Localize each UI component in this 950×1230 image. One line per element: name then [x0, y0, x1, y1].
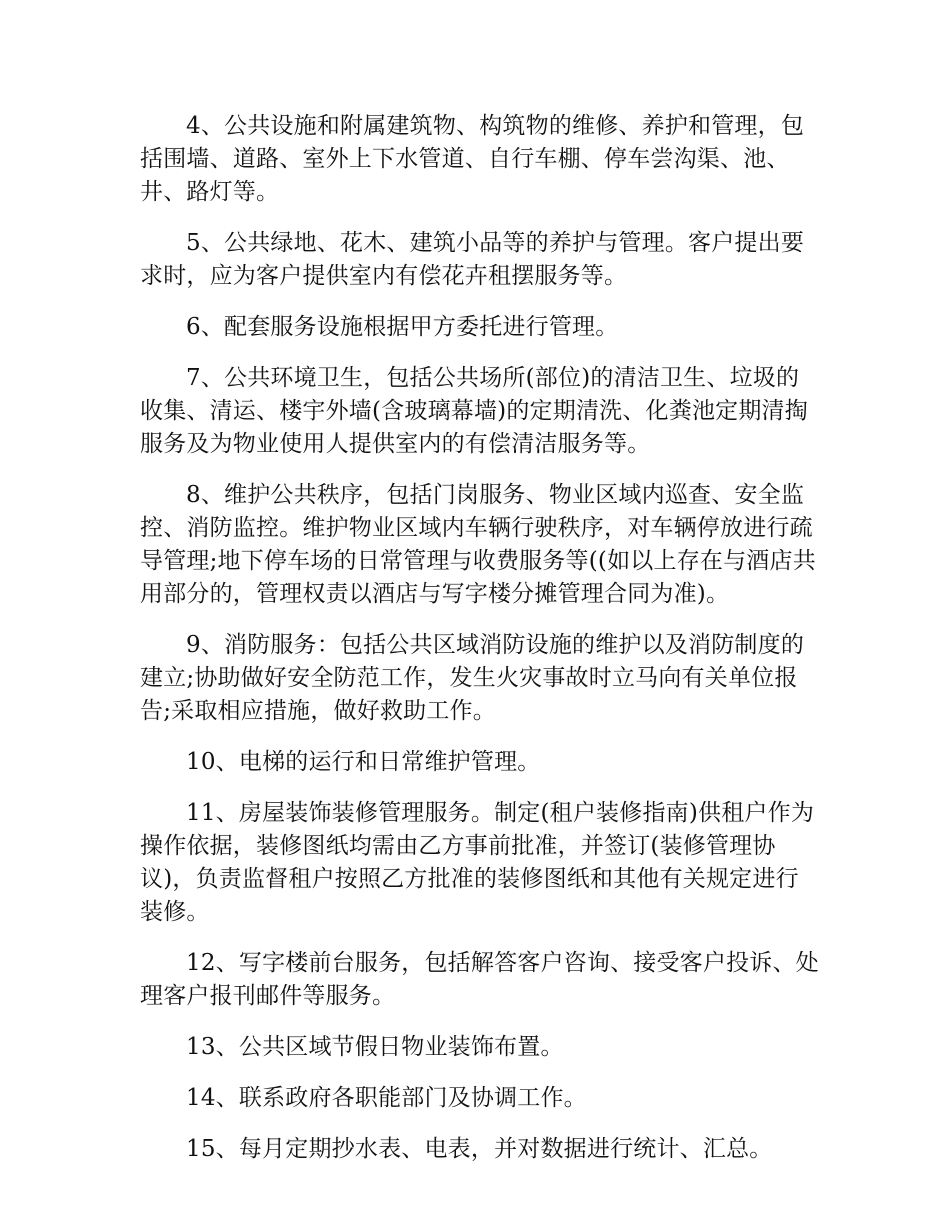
paragraph-item-9: 9、消防服务：包括公共区域消防设施的维护以及消防制度的建立;协助做好安全防范工作，发生火灾事故时立马向有关单位报告;采取相应措施，做好救助工作。	[140, 632, 805, 724]
paragraph-item-6: 6、配套服务设施根据甲方委托进行管理。	[186, 314, 619, 340]
paragraph-item-7: 7、公共环境卫生，包括公共场所(部位)的清洁卫生、垃圾的收集、清运、楼宇外墙(含玻璃幕墙)的定期清洗、化粪池定期清掏服务及为物业使用人提供室内的有偿清洁服务等。	[140, 365, 808, 457]
paragraph-item-10: 10、电梯的运行和日常维护管理。	[186, 749, 541, 775]
paragraph-item-11: 11、房屋装饰装修管理服务。制定(租户装修指南)供租户作为操作依据，装修图纸均需由乙方事前批准，并签订(装修管理协议)，负责监督租户按照乙方批准的装修图纸和其他有关规定进行装修。	[140, 800, 815, 925]
paragraph-item-13: 13、公共区域节假日物业装饰布置。	[186, 1034, 564, 1060]
paragraph-item-12: 12、写字楼前台服务，包括解答客户咨询、接受客户投诉、处理客户报刊邮件等服务。	[140, 950, 819, 1009]
paragraph-item-5: 5、公共绿地、花木、建筑小品等的养护与管理。客户提出要求时，应为客户提供室内有偿花卉租摆服务等。	[140, 230, 805, 289]
document-body	[140, 110, 820, 1184]
paragraph-item-8: 8、维护公共秩序，包括门岗服务、物业区域内巡查、安全监控、消防监控。维护物业区域内车辆行驶秩序，对车辆停放进行疏导管理;地下停车场的日常管理与收费服务等((如以上存在与酒店共用部分的，管理权责以酒店与写字楼分摊管理合同为准)。	[140, 482, 816, 607]
paragraph-item-14: 14、联系政府各职能部门及协调工作。	[186, 1085, 587, 1111]
paragraph-item-15: 15、每月定期抄水表、电表，并对数据进行统计、汇总。	[186, 1136, 773, 1162]
paragraph-item-4: 4、公共设施和附属建筑物、构筑物的维修、养护和管理，包括围墙、道路、室外上下水管道、自行车棚、停车尝沟渠、池、井、路灯等。	[140, 113, 805, 205]
